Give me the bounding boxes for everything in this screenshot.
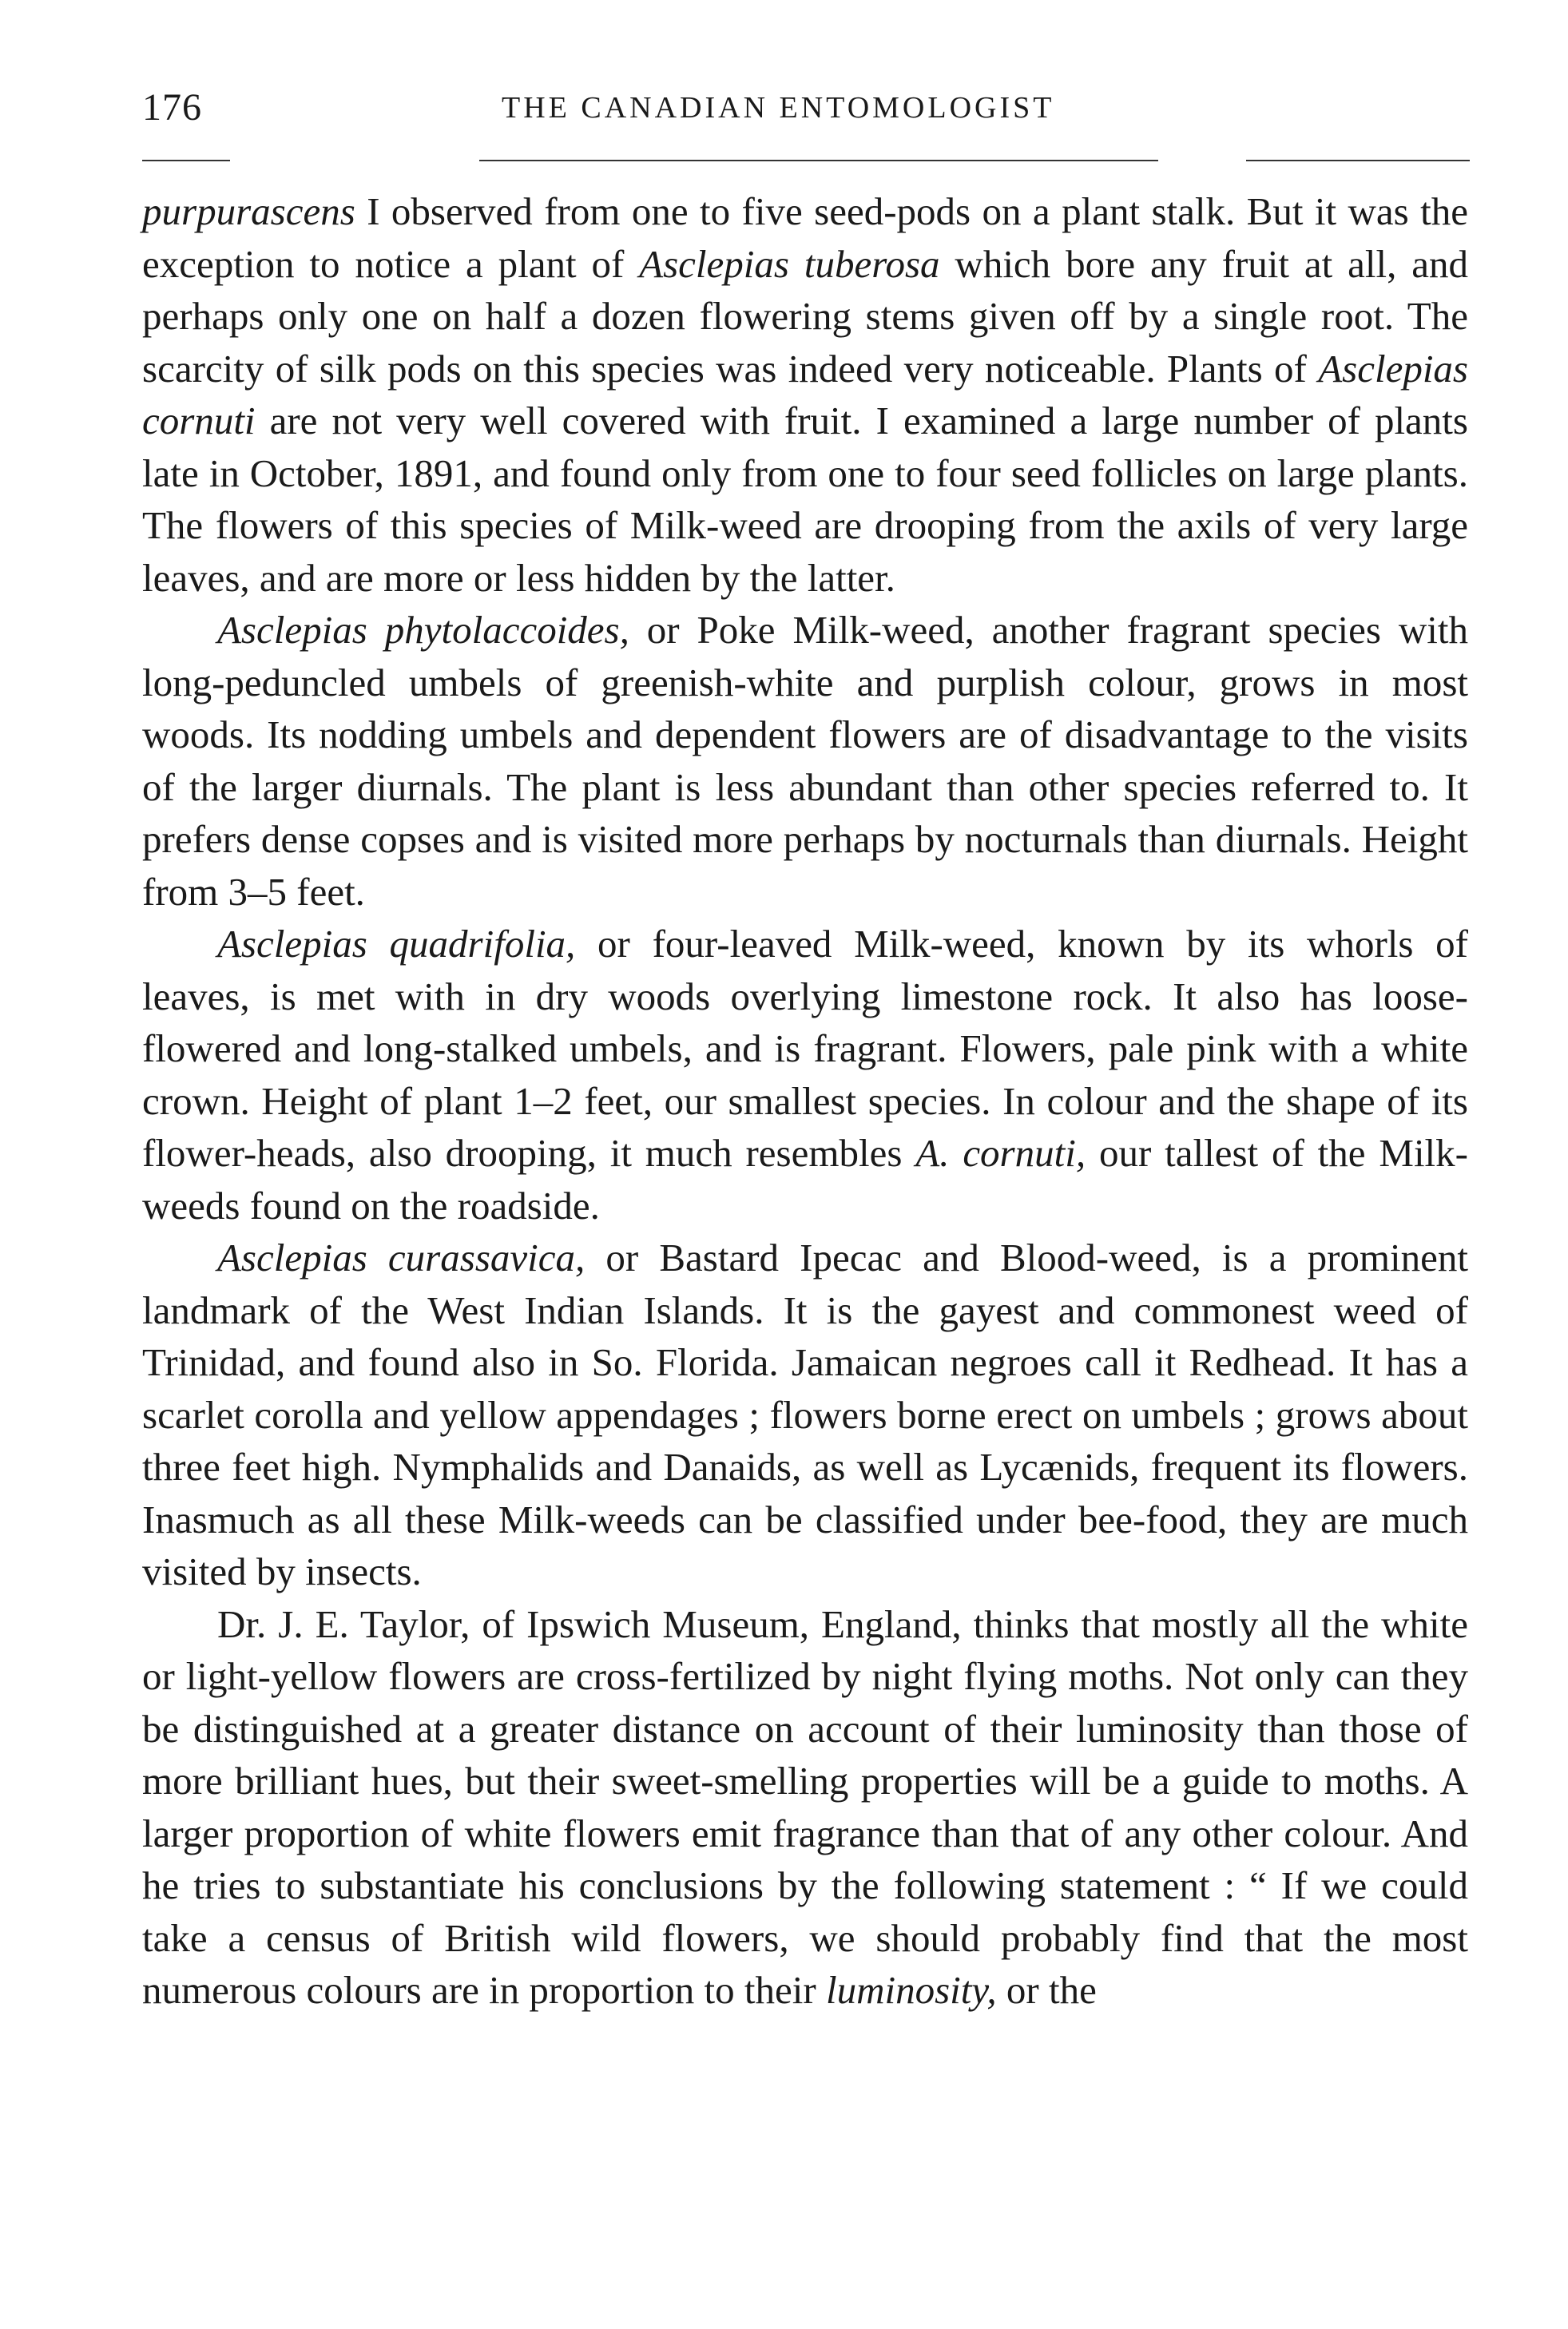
italic-term: Asclepias quadrifolia, xyxy=(217,922,576,966)
text-run: which bore any fruit at all, and perhaps only one on half a dozen flowering stems given off by a single root. The scarcity of silk pods on this species was indeed very noticeable. Plants of xyxy=(142,241,1469,391)
paragraph-taylor-luminosity xyxy=(142,1598,1468,2017)
text-run: Dr. J. E. Taylor, of Ipswich Museum, England, thinks that mostly all the white or light-yellow flowers are cross-fertilized by night flying moths. Not only can they be distinguished at a greater distance on account of their luminosity than those of more brilliant hues, but their sweet-smelling properties will be a guide to moths. A larger proportion of white flowers emit fragrance than that of any other colour. And he tries to substantiate his conclusions by the following statement : “ If we could take a census of British wild flowers, we should probably find that the most numerous colours are in proportion to their xyxy=(142,1601,1468,2012)
text-run: or four-leaved Milk-weed, known by its whorls of leaves, is met with in dry woods overlying limestone rock. It also has loose-flowered and long-stalked umbels, and is fragrant. Flowers, pale pink with a white crown. Height of plant 1–2 feet, our smallest species. In colour and the shape of its flower-heads, also drooping, it much resembles xyxy=(142,922,1468,1175)
italic-term: luminosity, xyxy=(825,1968,997,2012)
italic-term: Asclepias curassavica, xyxy=(217,1236,586,1280)
text-run: or Bastard Ipecac and Blood-weed, is a prominent landmark of the West Indian Islands. It is the gayest and commonest weed of Trinidad, and found also in So. Florida. Jamaican negroes call it Redhead. It has a scarlet corolla and yellow appendages ; flowers borne erect on umbels ; grows about three feet high. Nymphalids and Danaids, as well as Lycænids, frequent its flowers. Inasmuch as all these Milk-weeds can be classified under bee-food, they are much visited by insects. xyxy=(142,1236,1468,1593)
text-run: our tallest of the Milk-weeds found on the roadside. xyxy=(142,1131,1468,1228)
body-text xyxy=(142,185,1468,2017)
header-rule-left xyxy=(142,160,230,161)
paragraph-asclepias-quadrifolia xyxy=(142,918,1468,1232)
paragraph-asclepias-phytolaccoides xyxy=(142,604,1468,918)
text-run: or the xyxy=(996,1968,1097,2012)
italic-term: A. cornuti, xyxy=(915,1131,1086,1175)
italic-term: Asclepias tuberosa xyxy=(639,241,940,286)
header-rule-center xyxy=(479,160,1158,161)
text-run: or Poke Milk-weed, another fragrant species with long-peduncled umbels of greenish-white and purplish colour, grows in most woods. Its nodding umbels and dependent flowers are of disadvantage to the visits of the larger diurnals. The plant is less abundant than other species referred to. It prefers dense copses and is visited more perhaps by nocturnals than diurnals. Height from 3–5 feet. xyxy=(142,608,1468,914)
page-number: 176 xyxy=(142,86,202,129)
header-rule-right xyxy=(1246,160,1470,161)
paragraph-continued xyxy=(142,185,1468,604)
journal-title: THE CANADIAN ENTOMOLOGIST xyxy=(502,91,1055,125)
text-run: are not very well covered with fruit. I examined a large number of plants late in October, 1891, and found only from one to four seed follicles on large plants. The flowers of this species of Milk-weed are drooping from the axils of very large leaves, and are more or less hidden by the latter. xyxy=(142,399,1468,600)
paragraph-asclepias-curassavica xyxy=(142,1232,1468,1598)
italic-term: Asclepias cornuti xyxy=(142,346,1468,442)
italic-term: purpurascens xyxy=(142,189,355,233)
italic-term: Asclepias phytolaccoides, xyxy=(217,608,629,652)
running-head xyxy=(142,80,1468,136)
text-run: I observed from one to five seed-pods on a plant stalk. But it was the exception to notice a plant of xyxy=(142,189,1468,286)
